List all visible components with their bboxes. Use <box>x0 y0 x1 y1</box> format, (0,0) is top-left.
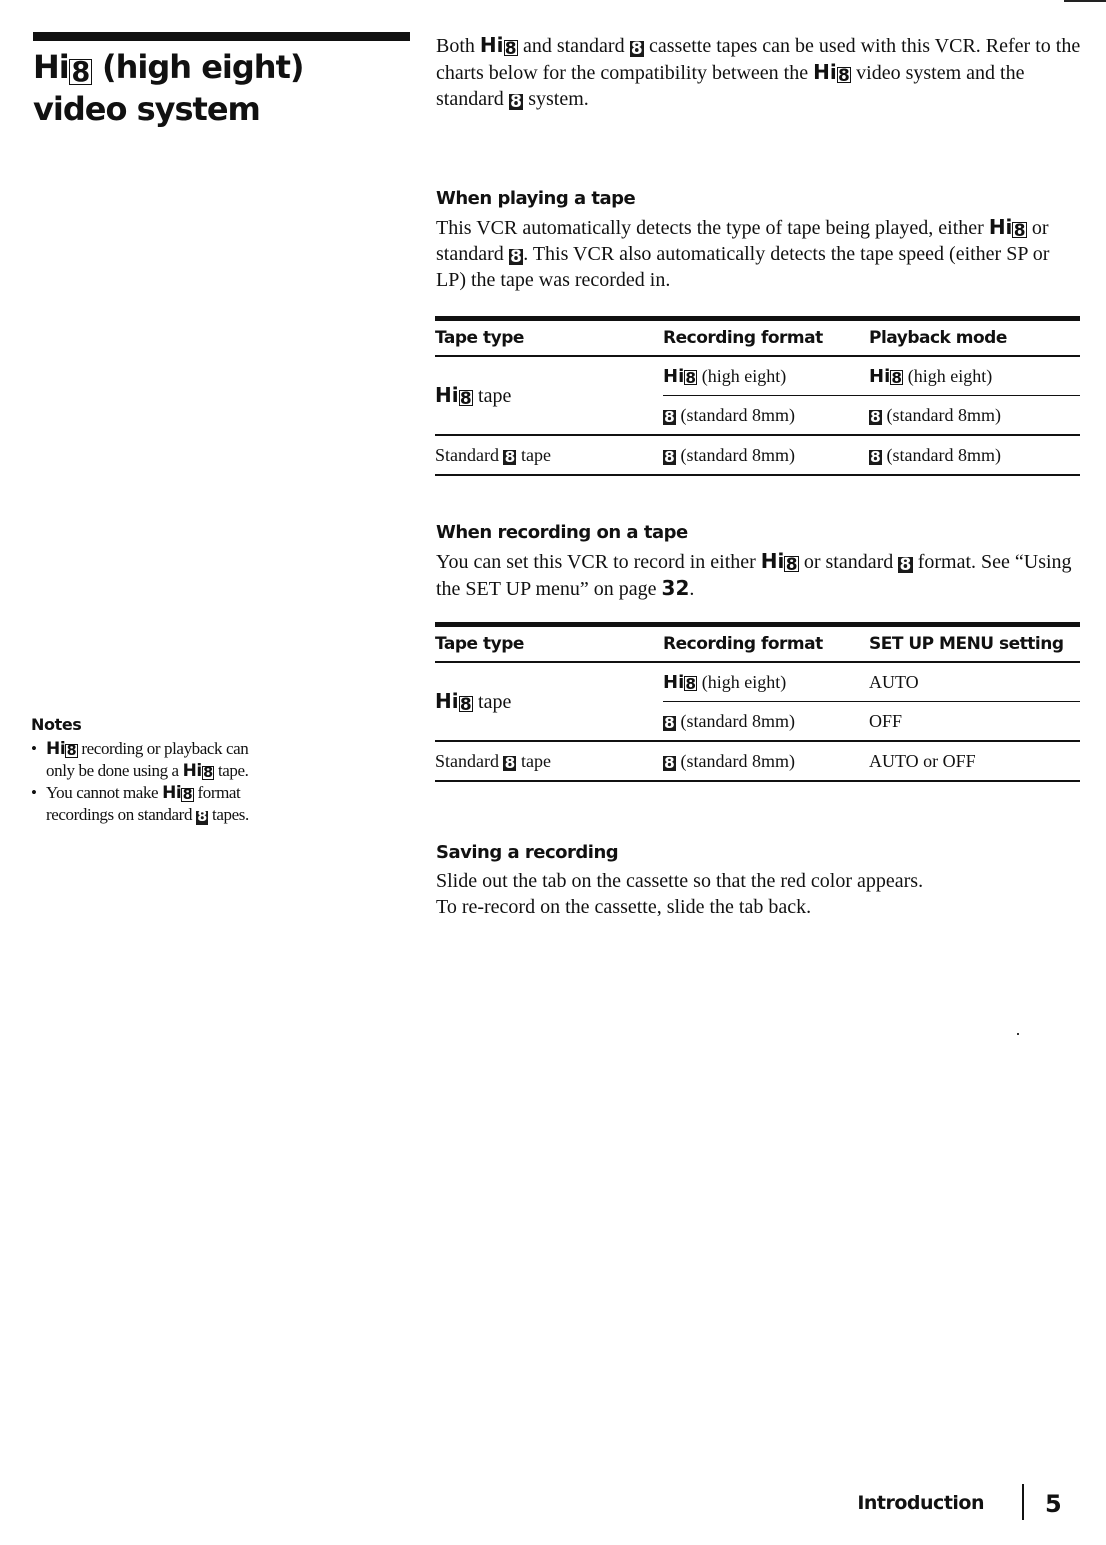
std8-icon: 8 <box>510 246 522 267</box>
hi8-logo-icon: Hi8 <box>869 365 903 388</box>
page-footer <box>857 1484 1080 1524</box>
hi8-logo-icon: Hi8 <box>162 783 193 804</box>
std8-icon: 8 <box>510 91 522 112</box>
table-row: Standard 8 tape 8 (standard 8mm) 8 (standard 8mm) <box>435 435 1080 475</box>
header-rule <box>1064 0 1106 2</box>
hi8-logo-icon: Hi8 <box>813 60 850 86</box>
table-header: Tape type <box>435 625 663 663</box>
heading-saving: Saving a recording <box>436 842 619 863</box>
section-name: Introduction <box>857 1492 984 1514</box>
hi8-logo-icon: Hi8 <box>479 33 517 59</box>
std8-icon: 8 <box>870 448 881 467</box>
note-item: • You cannot make Hi8 format recordings on standard 8 tapes. <box>31 782 271 825</box>
table-row: 8 (standard 8mm) OFF <box>435 702 1080 742</box>
hi8-logo-icon: Hi8 <box>435 689 472 715</box>
page-number: 5 <box>1045 1490 1062 1518</box>
playing-paragraph: This VCR automatically detects the type of tape being played, either Hi8 or standard 8. This VCR also automatically detects the tape speed (either SP or LP) the tape was recorded in. <box>436 215 1050 291</box>
notes-heading: Notes <box>31 715 82 734</box>
table-header: Tape type <box>435 319 663 357</box>
table-row: Hi8 tape Hi8 (high eight) Hi8 (high eight) <box>435 365 993 409</box>
recording-compat-table <box>435 622 1080 782</box>
std8-icon: 8 <box>899 554 912 575</box>
table-header: Playback mode <box>869 319 1080 357</box>
note-item: • Hi8 recording or playback can only be done using a Hi8 tape. <box>31 738 271 782</box>
std8-icon: 8 <box>664 408 675 427</box>
hi8-logo-icon: Hi8 <box>663 365 697 388</box>
table-header: SET UP MENU setting <box>869 625 1080 663</box>
std8-icon: 8 <box>197 809 207 826</box>
std8-icon: 8 <box>504 448 516 467</box>
table-row: 8 (standard 8mm) 8 (standard 8mm) <box>435 396 1080 436</box>
table-row: Hi8 tape Hi8 (high eight) AUTO <box>435 671 919 715</box>
hi8-logo-icon: Hi8 <box>435 383 472 409</box>
notes-sidebar <box>31 714 271 825</box>
std8-icon: 8 <box>664 448 675 467</box>
heading-playing: When playing a tape <box>436 188 636 209</box>
std8-icon: 8 <box>630 38 643 59</box>
intro-paragraph: Both Hi8 and standard 8 cassette tapes can be used with this VCR. Refer to the charts below for the compatibility between the Hi8 video system and the standard 8 system. <box>436 33 1081 112</box>
heading-recording: When recording on a tape <box>436 522 688 543</box>
saving-paragraph: Slide out the tab on the cassette so that the red color appears. To re-record on the cassette, slide the tab back. <box>436 870 924 918</box>
hi8-logo-icon: Hi8 <box>760 549 798 575</box>
hi8-logo-icon: Hi8 <box>33 48 92 86</box>
table-header: Recording format <box>663 625 869 663</box>
table-row: Standard 8 tape 8 (standard 8mm) AUTO or OFF <box>435 741 1080 781</box>
page-title: Hi8 (high eight) video system <box>33 48 304 128</box>
std8-icon: 8 <box>664 714 675 733</box>
std8-icon: 8 <box>870 408 881 427</box>
playback-compat-table <box>435 316 1080 476</box>
recording-paragraph: You can set this VCR to record in either Hi8 or standard 8 format. See “Using the SET UP menu” on page 32. <box>436 549 1072 600</box>
std8-icon: 8 <box>664 754 675 773</box>
footer-divider <box>1022 1484 1024 1520</box>
hi8-logo-icon: Hi8 <box>988 215 1026 241</box>
hi8-logo-icon: Hi8 <box>46 739 77 760</box>
stray-dot <box>1017 1033 1019 1035</box>
hi8-logo-icon: Hi8 <box>182 761 213 782</box>
std8-icon: 8 <box>504 754 516 773</box>
table-header: Recording format <box>663 319 869 357</box>
hi8-logo-icon: Hi8 <box>663 671 697 694</box>
title-bar <box>33 32 410 41</box>
